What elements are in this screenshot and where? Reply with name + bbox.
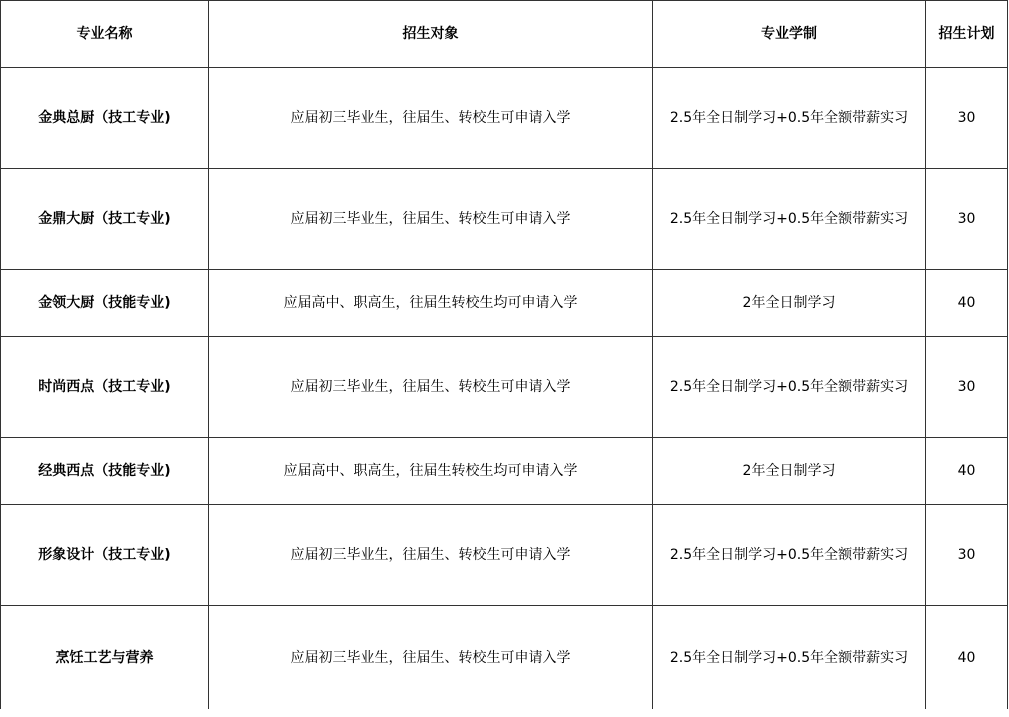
table-row [1, 68, 1008, 169]
table-row [1, 505, 1008, 606]
cell-target: 应届初三毕业生，往届生、转校生可申请入学 [209, 169, 653, 270]
header-quota: 招生计划 [926, 1, 1008, 68]
table-header [1, 1, 1008, 68]
cell-major: 金鼎大厨（技工专业) [1, 169, 209, 270]
cell-duration: 2.5年全日制学习+0.5年全额带薪实习 [653, 337, 926, 438]
cell-quota: 30 [926, 337, 1008, 438]
cell-target: 应届初三毕业生，往届生、转校生可申请入学 [209, 68, 653, 169]
cell-quota: 40 [926, 270, 1008, 337]
cell-duration: 2年全日制学习 [653, 270, 926, 337]
cell-major: 时尚西点（技工专业) [1, 337, 209, 438]
cell-major: 金典总厨（技工专业) [1, 68, 209, 169]
cell-major: 形象设计（技工专业) [1, 505, 209, 606]
cell-target: 应届初三毕业生，往届生、转校生可申请入学 [209, 606, 653, 710]
cell-major: 经典西点（技能专业) [1, 438, 209, 505]
table-row [1, 337, 1008, 438]
header-duration: 专业学制 [653, 1, 926, 68]
cell-duration: 2.5年全日制学习+0.5年全额带薪实习 [653, 505, 926, 606]
cell-target: 应届高中、职高生，往届生转校生均可申请入学 [209, 270, 653, 337]
cell-quota: 30 [926, 505, 1008, 606]
cell-major: 烹饪工艺与营养 [1, 606, 209, 710]
cell-target: 应届初三毕业生，往届生、转校生可申请入学 [209, 337, 653, 438]
table-row [1, 606, 1008, 710]
header-major: 专业名称 [1, 1, 209, 68]
cell-target: 应届高中、职高生，往届生转校生均可申请入学 [209, 438, 653, 505]
cell-duration: 2.5年全日制学习+0.5年全额带薪实习 [653, 68, 926, 169]
cell-major: 金领大厨（技能专业) [1, 270, 209, 337]
table-row [1, 270, 1008, 337]
header-target: 招生对象 [209, 1, 653, 68]
cell-quota: 40 [926, 438, 1008, 505]
cell-quota: 30 [926, 169, 1008, 270]
cell-duration: 2.5年全日制学习+0.5年全额带薪实习 [653, 169, 926, 270]
cell-duration: 2.5年全日制学习+0.5年全额带薪实习 [653, 606, 926, 710]
table-body [1, 68, 1008, 710]
cell-duration: 2年全日制学习 [653, 438, 926, 505]
table-row [1, 438, 1008, 505]
cell-quota: 40 [926, 606, 1008, 710]
table-row [1, 169, 1008, 270]
cell-quota: 30 [926, 68, 1008, 169]
cell-target: 应届初三毕业生，往届生、转校生可申请入学 [209, 505, 653, 606]
header-row [1, 1, 1008, 68]
